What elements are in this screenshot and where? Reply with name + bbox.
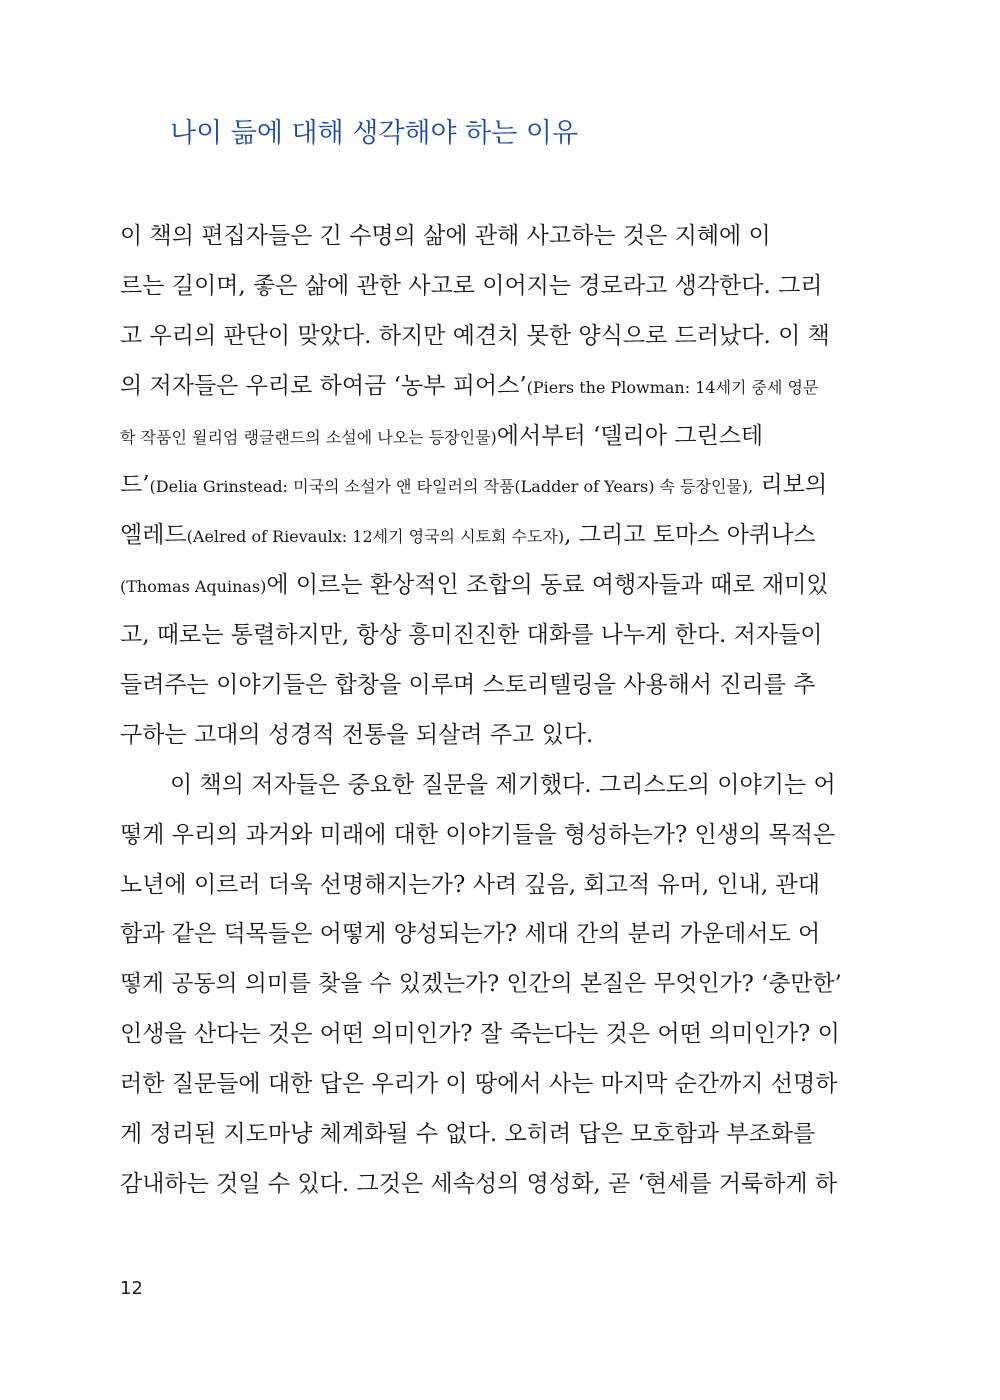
text-line	[120, 1060, 842, 1110]
text-segment: 러한 질문들에 대한 답은 우리가 이 땅에서 사는 마지막 순간까지 선명하	[120, 1071, 838, 1098]
body-text	[120, 212, 842, 1210]
text-segment: 떻게 공동의 의미를 찾을 수 있겠는가? 인간의 본질은 무엇인가? ‘충만한’	[120, 971, 842, 998]
text-segment: 이 책의 편집자들은 긴 수명의 삶에 관해 사고하는 것은 지혜에 이	[120, 223, 771, 249]
text-segment: 고, 때로는 통렬하지만, 항상 흥미진진한 대화를 나누게 한다. 저자들이	[120, 622, 823, 649]
text-line	[120, 212, 842, 262]
text-line	[120, 312, 842, 362]
text-segment: 떻게 우리의 과거와 미래에 대한 이야기들을 형성하는가? 인생의 목적은	[120, 821, 836, 848]
text-line	[120, 761, 842, 811]
text-line	[120, 910, 842, 960]
text-line	[120, 511, 842, 561]
text-segment: 의 저자들은 우리로 하여금 ‘농부 피어스’	[120, 372, 527, 399]
annotation-aelred: (Aelred of Rievaulx: 12세기 영국의 시토회 수도자)	[186, 527, 565, 547]
text-line	[120, 1110, 842, 1160]
text-segment: , 그리고 토마스 아퀴나스	[564, 522, 816, 549]
text-segment: 감내하는 것일 수 있다. 그것은 세속성의 영성화, 곧 ‘현세를 거룩하게 하	[120, 1170, 838, 1197]
annotation-piers-plowman-cont: 학 작품인 윌리엄 랭글랜드의 소설에 나오는 등장인물)	[120, 427, 497, 447]
text-segment: 노년에 이르러 더욱 선명해지는가? 사려 깊음, 회고적 유머, 인내, 관대	[120, 871, 820, 898]
text-segment: 게 정리된 지도마냥 체계화될 수 없다. 오히려 답은 모호함과 부조화를	[120, 1121, 816, 1148]
text-line	[120, 1010, 842, 1060]
text-segment: 이 책의 저자들은 중요한 질문을 제기했다. 그리스도의 이야기는 어	[170, 771, 836, 798]
text-segment: 들려주는 이야기들은 합창을 이루며 스토리텔링을 사용해서 진리를 추	[120, 672, 816, 699]
text-line	[120, 711, 842, 761]
text-line	[120, 811, 842, 861]
text-segment: 에 이르는 환상적인 조합의 동료 여행자들과 때로 재미있	[266, 572, 829, 599]
text-line	[120, 661, 842, 711]
page-number: 12	[120, 1278, 143, 1299]
text-line	[120, 362, 842, 412]
text-segment: 리보의	[753, 472, 828, 499]
text-line	[120, 412, 842, 462]
text-line	[120, 1160, 842, 1210]
text-segment: 드’	[120, 472, 150, 499]
text-segment: 르는 길이며, 좋은 삶에 관한 사고로 이어지는 경로라고 생각한다. 그리	[120, 272, 823, 299]
text-segment: 함과 같은 덕목들은 어떻게 양성되는가? 세대 간의 분리 가운데서도 어	[120, 921, 821, 948]
text-segment: 엘레드	[120, 522, 187, 549]
text-segment: 에서부터 ‘델리아 그린스테	[496, 422, 764, 449]
text-segment: 인생을 산다는 것은 어떤 의미인가? 잘 죽는다는 것은 어떤 의미인가? 이	[120, 1021, 840, 1048]
text-line	[120, 561, 842, 611]
annotation-piers-plowman: (Piers the Plowman: 14세기 중세 영문	[526, 377, 819, 397]
text-line	[120, 611, 842, 661]
text-line	[120, 461, 842, 511]
text-segment: 구하는 고대의 성경적 전통을 되살려 주고 있다.	[120, 721, 594, 748]
text-line	[120, 960, 842, 1010]
text-segment: 고 우리의 판단이 맞았다. 하지만 예견치 못한 양식으로 드러났다. 이 책	[120, 322, 830, 349]
text-line	[120, 262, 842, 312]
annotation-aquinas: (Thomas Aquinas)	[120, 577, 267, 597]
section-title: 나이 듦에 대해 생각해야 하는 이유	[170, 118, 579, 149]
text-line	[120, 861, 842, 911]
annotation-delia-grinstead: (Delia Grinstead: 미국의 소설가 앤 타일러의 작품(Ladder of Years) 속 등장인물),	[149, 477, 754, 497]
